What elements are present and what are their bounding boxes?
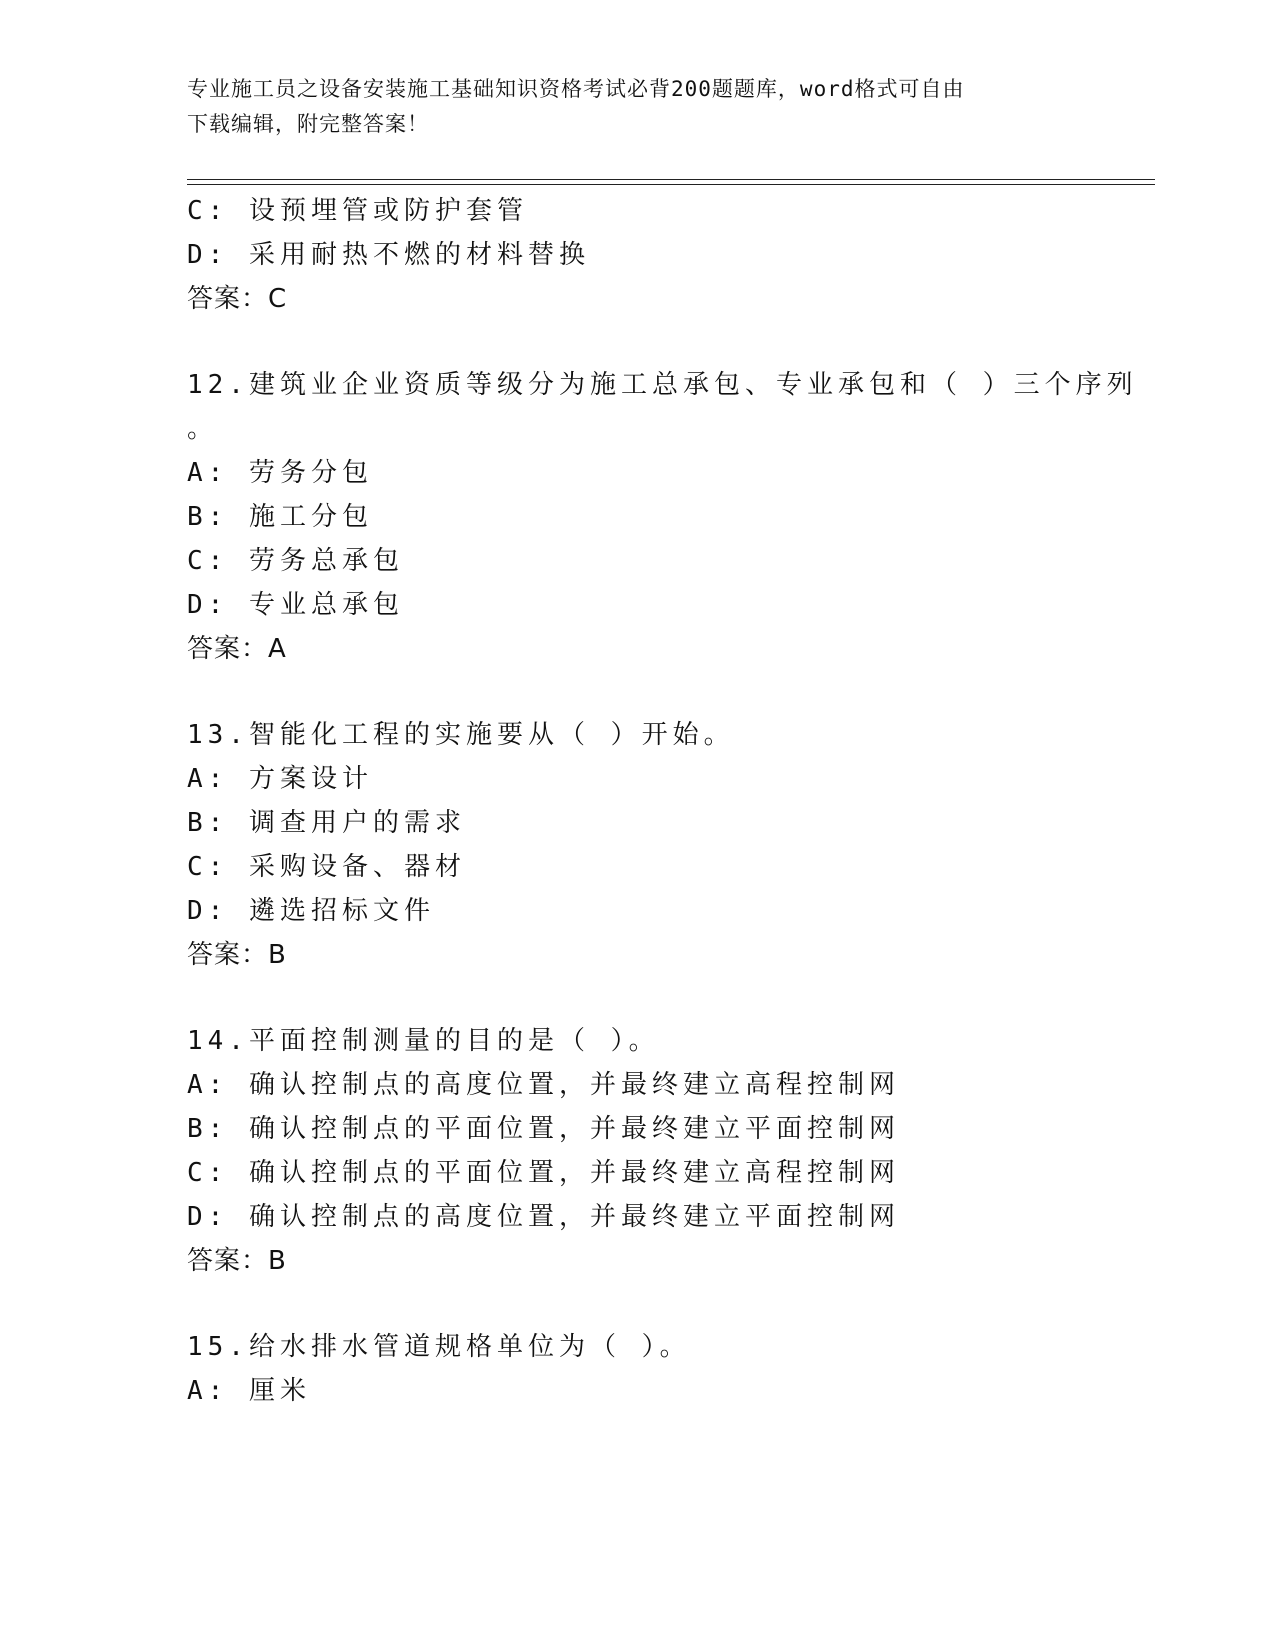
page-header bbox=[187, 72, 1087, 142]
q15-question: 15.给水排水管道规格单位为（ ）。 bbox=[187, 1332, 691, 1362]
header-divider bbox=[187, 179, 1155, 185]
q14-option-b: B: 确认控制点的平面位置，并最终建立平面控制网 bbox=[187, 1114, 900, 1144]
q12-question: 12.建筑业企业资质等级分为施工总承包、专业承包和（ ）三个序列 bbox=[187, 370, 1138, 400]
q13-option-d: D: 遴选招标文件 bbox=[187, 896, 435, 926]
header-title-line-1: 专业施工员之设备安装施工基础知识资格考试必背200题题库，word格式可自由 bbox=[187, 77, 965, 101]
q11-option-c: C: 设预埋管或防护套管 bbox=[187, 196, 528, 226]
q14-question: 14.平面控制测量的目的是（ ）。 bbox=[187, 1026, 660, 1056]
q15-option-a: A: 厘米 bbox=[187, 1376, 311, 1406]
q13-question: 13.智能化工程的实施要从（ ）开始。 bbox=[187, 720, 735, 750]
q13-option-b: B: 调查用户的需求 bbox=[187, 808, 466, 838]
q11-option-d: D: 采用耐热不燃的材料替换 bbox=[187, 240, 590, 270]
q12-option-d: D: 专业总承包 bbox=[187, 590, 404, 620]
q13-option-c: C: 采购设备、器材 bbox=[187, 852, 466, 882]
q12-option-b: B: 施工分包 bbox=[187, 502, 373, 532]
q13-answer: 答案：B bbox=[187, 940, 287, 970]
q12-question-continued: 。 bbox=[187, 414, 219, 444]
q14-answer: 答案：B bbox=[187, 1246, 287, 1276]
q14-option-d: D: 确认控制点的高度位置，并最终建立平面控制网 bbox=[187, 1202, 900, 1232]
q13-option-a: A: 方案设计 bbox=[187, 764, 373, 794]
q14-option-a: A: 确认控制点的高度位置，并最终建立高程控制网 bbox=[187, 1070, 900, 1100]
q14-option-c: C: 确认控制点的平面位置，并最终建立高程控制网 bbox=[187, 1158, 900, 1188]
header-title-line-2: 下载编辑，附完整答案！ bbox=[187, 112, 429, 136]
q12-option-a: A: 劳务分包 bbox=[187, 458, 373, 488]
q12-answer: 答案：A bbox=[187, 634, 287, 664]
q12-option-c: C: 劳务总承包 bbox=[187, 546, 404, 576]
q11-answer: 答案：C bbox=[187, 284, 288, 314]
